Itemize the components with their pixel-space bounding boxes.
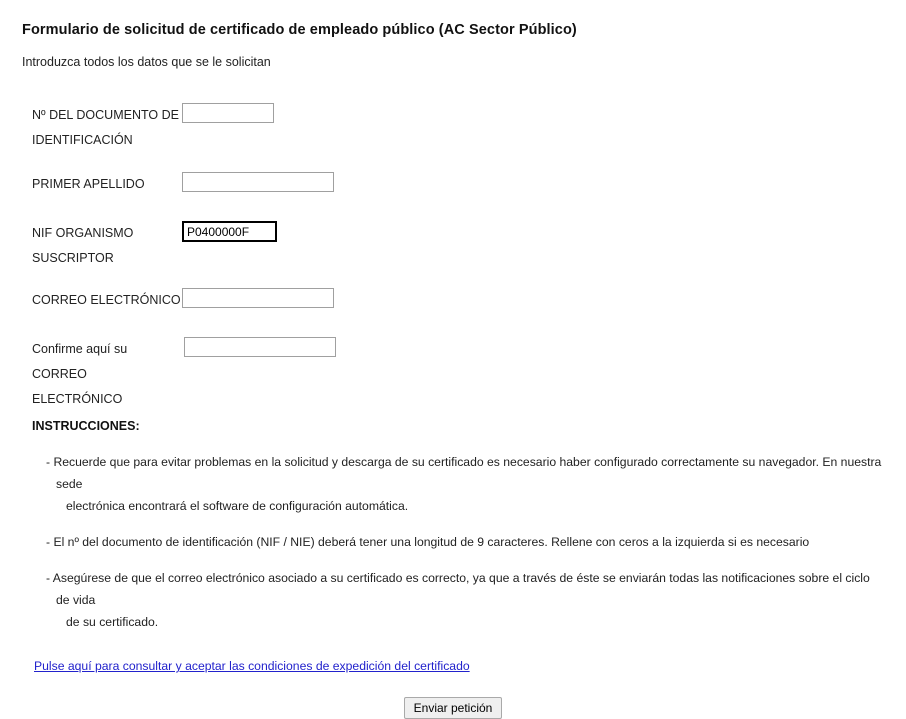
label-email: CORREO ELECTRÓNICO [32, 293, 181, 307]
label-email-confirm-line2: ELECTRÓNICO [32, 392, 123, 406]
document-id-input[interactable] [182, 103, 274, 123]
label-email-confirm-line1: Confirme aquí su CORREO [32, 342, 128, 381]
list-item [44, 567, 886, 633]
label-document-id-line2: IDENTIFICACIÓN [32, 133, 133, 147]
instruction-text-continued: de su certificado. [66, 615, 159, 629]
list-item [44, 531, 886, 553]
organization-nif-input[interactable] [182, 221, 277, 242]
field-row-document-id [32, 103, 886, 152]
instruction-text-continued: electrónica encontrará el software de configuración automática. [66, 499, 409, 513]
label-document-id-line1: Nº DEL DOCUMENTO DE [32, 108, 179, 122]
submit-row [20, 697, 886, 719]
instructions-title: INSTRUCCIONES: [32, 419, 140, 433]
field-row-email [32, 288, 886, 313]
email-input[interactable] [182, 288, 334, 308]
label-organization-nif [32, 221, 182, 270]
instruction-text: - El nº del documento de identificación (NIF / NIE) deberá tener una longitud de 9 caracteres. Rellene con ceros a la izquierda si es necesario [46, 535, 810, 549]
instruction-text: - Recuerde que para evitar problemas en la solicitud y descarga de su certificado es necesario haber configurado correctamente su navegador. En nuestra sede [46, 455, 882, 491]
label-document-id [32, 103, 182, 152]
label-organization-nif-line2: SUSCRIPTOR [32, 251, 114, 265]
instruction-text: - Asegúrese de que el correo electrónico asociado a su certificado es correcto, ya que a través de éste se enviarán todas las notificaciones sobre el ciclo de vida [46, 571, 870, 607]
email-confirm-input[interactable] [184, 337, 336, 357]
field-row-first-surname [32, 172, 886, 197]
submit-request-button[interactable]: Enviar petición [404, 697, 503, 719]
form-fields [32, 103, 886, 411]
list-item [44, 451, 886, 517]
conditions-link[interactable]: Pulse aquí para consultar y aceptar las condiciones de expedición del certificado [34, 659, 470, 673]
first-surname-input[interactable] [182, 172, 334, 192]
field-row-organization-nif [32, 221, 886, 270]
label-organization-nif-line1: NIF ORGANISMO [32, 226, 134, 240]
field-row-email-confirm [32, 337, 886, 411]
label-email-confirm [32, 337, 184, 411]
instructions-list [44, 451, 886, 633]
page-title: Formulario de solicitud de certificado de empleado público (AC Sector Público) [22, 22, 577, 38]
label-first-surname: PRIMER APELLIDO [32, 177, 145, 191]
page-subtitle: Introduzca todos los datos que se le solicitan [22, 55, 271, 69]
